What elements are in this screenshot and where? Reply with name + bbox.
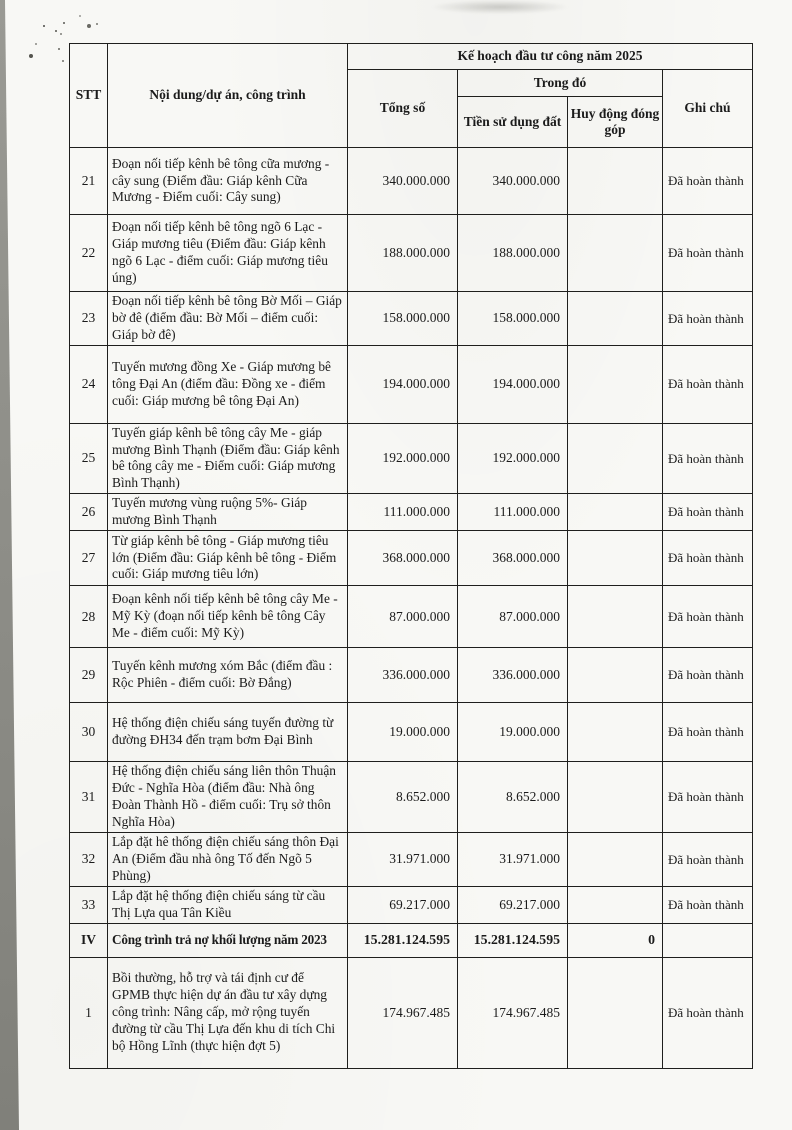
row-content: Đoạn kênh nối tiếp kênh bê tông cây Me - Mỹ Kỳ (đoạn nối tiếp kênh bê tông Cây Me - điểm cuối: Mỹ Kỳ) (108, 586, 348, 648)
row-land-use: 336.000.000 (458, 648, 568, 703)
row-contribution (568, 586, 663, 648)
row-content: Tuyến mương vùng ruộng 5%- Giáp mương Bình Thạnh (108, 494, 348, 531)
row-content: Tuyến kênh mương xóm Bắc (điểm đầu : Rộc Phiên - điểm cuối: Bờ Đắng) (108, 648, 348, 703)
column-header-plan-title: Kế hoạch đầu tư công năm 2025 (348, 44, 753, 70)
row-content: Đoạn nối tiếp kênh bê tông cữa mương - cây sung (Điểm đầu: Giáp kênh Cữa Mương - Điểm cuối: Cây sung) (108, 148, 348, 215)
table-row (70, 762, 753, 833)
row-note: Đã hoàn thành (663, 703, 753, 762)
row-note: Đã hoàn thành (663, 494, 753, 531)
column-header-land-use: Tiền sử dụng đất (458, 97, 568, 148)
row-note: Đã hoàn thành (663, 215, 753, 292)
table-row (70, 292, 753, 346)
row-total: 340.000.000 (348, 148, 458, 215)
table-row (70, 648, 753, 703)
row-content: Hệ thống điện chiếu sáng tuyến đường từ đường ĐH34 đến trạm bơm Đại Bình (108, 703, 348, 762)
row-total: 368.000.000 (348, 531, 458, 586)
row-total: 188.000.000 (348, 215, 458, 292)
row-total: 8.652.000 (348, 762, 458, 833)
row-note: Đã hoàn thành (663, 648, 753, 703)
row-note: Đã hoàn thành (663, 957, 753, 1068)
row-land-use: 174.967.485 (458, 957, 568, 1068)
row-stt: IV (70, 923, 108, 957)
table-row (70, 886, 753, 923)
row-total: 174.967.485 (348, 957, 458, 1068)
table-row (70, 703, 753, 762)
row-contribution (568, 345, 663, 423)
row-content: Lắp đặt hệ thống điện chiếu sáng từ cầu Thị Lựa qua Tân Kiều (108, 886, 348, 923)
row-note (663, 923, 753, 957)
row-stt: 28 (70, 586, 108, 648)
row-contribution (568, 886, 663, 923)
row-contribution (568, 494, 663, 531)
column-header-content: Nội dung/dự án, công trình (108, 44, 348, 148)
column-header-total: Tổng số (348, 70, 458, 148)
row-contribution (568, 762, 663, 833)
row-content: Đoạn nối tiếp kênh bê tông ngõ 6 Lạc - Giáp mương tiêu (Điểm đầu: Giáp kênh ngõ 6 Lạc - điểm cuối: Giáp mương tiêu úng) (108, 215, 348, 292)
row-total: 87.000.000 (348, 586, 458, 648)
table-row (70, 586, 753, 648)
row-contribution: 0 (568, 923, 663, 957)
row-note: Đã hoàn thành (663, 423, 753, 494)
row-content: Công trình trả nợ khối lượng năm 2023 (108, 923, 348, 957)
column-header-contribution: Huy động đóng góp (568, 97, 663, 148)
row-contribution (568, 957, 663, 1068)
row-contribution (568, 703, 663, 762)
row-note: Đã hoàn thành (663, 762, 753, 833)
investment-plan-table (69, 43, 753, 1069)
row-stt: 30 (70, 703, 108, 762)
row-note: Đã hoàn thành (663, 531, 753, 586)
table-row (70, 148, 753, 215)
row-content: Tuyến giáp kênh bê tông cây Me - giáp mương Bình Thạnh (Điểm đầu: Giáp kênh bê tông cây me - Điểm cuối: Giáp mương Bình Thạnh) (108, 423, 348, 494)
row-land-use: 368.000.000 (458, 531, 568, 586)
row-total: 192.000.000 (348, 423, 458, 494)
scan-edge-shadow-left (0, 0, 22, 1130)
row-stt: 24 (70, 345, 108, 423)
row-content: Đoạn nối tiếp kênh bê tông Bờ Mối – Giáp bờ đê (điểm đầu: Bờ Mối – điểm cuối: Giáp bờ đê) (108, 292, 348, 346)
row-total: 194.000.000 (348, 345, 458, 423)
row-contribution (568, 215, 663, 292)
row-note: Đã hoàn thành (663, 886, 753, 923)
row-total: 15.281.124.595 (348, 923, 458, 957)
row-content: Hệ thống điện chiếu sáng liên thôn Thuận Đức - Nghĩa Hòa (điểm đầu: Nhà ông Đoàn Thành Hồ - điểm cuối: Trụ sở thôn Nghĩa Hòa) (108, 762, 348, 833)
row-stt: 26 (70, 494, 108, 531)
row-land-use: 340.000.000 (458, 148, 568, 215)
row-content: Lắp đặt hê thống điện chiếu sáng thôn Đại An (Điểm đầu nhà ông Tố đến Ngõ 5 Phùng) (108, 833, 348, 887)
row-land-use: 192.000.000 (458, 423, 568, 494)
scan-smudge (430, 0, 570, 14)
table-row (70, 215, 753, 292)
row-content: Tuyến mương đồng Xe - Giáp mương bê tông Đại An (điểm đầu: Đồng xe - điểm cuối: Giáp mương bê tông Đại An) (108, 345, 348, 423)
row-stt: 23 (70, 292, 108, 346)
row-note: Đã hoàn thành (663, 292, 753, 346)
row-content: Bồi thường, hỗ trợ và tái định cư để GPMB thực hiện dự án đầu tư xây dựng công trình: Nâng cấp, mở rộng tuyến đường từ cầu Thị Lựa đến khu di tích Chi bộ Hồng Lĩnh (thực hiện đợt 5) (108, 957, 348, 1068)
row-stt: 21 (70, 148, 108, 215)
row-note: Đã hoàn thành (663, 345, 753, 423)
row-stt: 1 (70, 957, 108, 1068)
row-land-use: 194.000.000 (458, 345, 568, 423)
table-row (70, 833, 753, 887)
row-stt: 32 (70, 833, 108, 887)
table-body (70, 148, 753, 1069)
row-stt: 27 (70, 531, 108, 586)
row-contribution (568, 833, 663, 887)
row-stt: 22 (70, 215, 108, 292)
table-row (70, 345, 753, 423)
row-note: Đã hoàn thành (663, 833, 753, 887)
row-total: 111.000.000 (348, 494, 458, 531)
row-note: Đã hoàn thành (663, 148, 753, 215)
row-contribution (568, 292, 663, 346)
row-land-use: 31.971.000 (458, 833, 568, 887)
row-content: Từ giáp kênh bê tông - Giáp mương tiêu lớn (Điểm đầu: Giáp kênh bê tông - Điểm cuối: Giáp mương tiêu lớn) (108, 531, 348, 586)
table-row (70, 531, 753, 586)
row-total: 336.000.000 (348, 648, 458, 703)
table-row (70, 923, 753, 957)
table-header (70, 44, 753, 148)
row-land-use: 158.000.000 (458, 292, 568, 346)
row-total: 31.971.000 (348, 833, 458, 887)
row-stt: 33 (70, 886, 108, 923)
row-contribution (568, 148, 663, 215)
column-header-trong-do: Trong đó (458, 70, 663, 97)
row-contribution (568, 423, 663, 494)
row-contribution (568, 531, 663, 586)
row-land-use: 188.000.000 (458, 215, 568, 292)
row-total: 69.217.000 (348, 886, 458, 923)
row-stt: 29 (70, 648, 108, 703)
row-total: 158.000.000 (348, 292, 458, 346)
row-land-use: 69.217.000 (458, 886, 568, 923)
row-land-use: 15.281.124.595 (458, 923, 568, 957)
row-land-use: 111.000.000 (458, 494, 568, 531)
column-header-stt: STT (70, 44, 108, 148)
table-row (70, 957, 753, 1068)
scan-ink-specks (43, 25, 45, 27)
table-row (70, 423, 753, 494)
row-stt: 31 (70, 762, 108, 833)
column-header-note: Ghi chú (663, 70, 753, 148)
table-row (70, 494, 753, 531)
row-stt: 25 (70, 423, 108, 494)
row-land-use: 8.652.000 (458, 762, 568, 833)
row-contribution (568, 648, 663, 703)
row-land-use: 19.000.000 (458, 703, 568, 762)
row-land-use: 87.000.000 (458, 586, 568, 648)
row-total: 19.000.000 (348, 703, 458, 762)
row-note: Đã hoàn thành (663, 586, 753, 648)
